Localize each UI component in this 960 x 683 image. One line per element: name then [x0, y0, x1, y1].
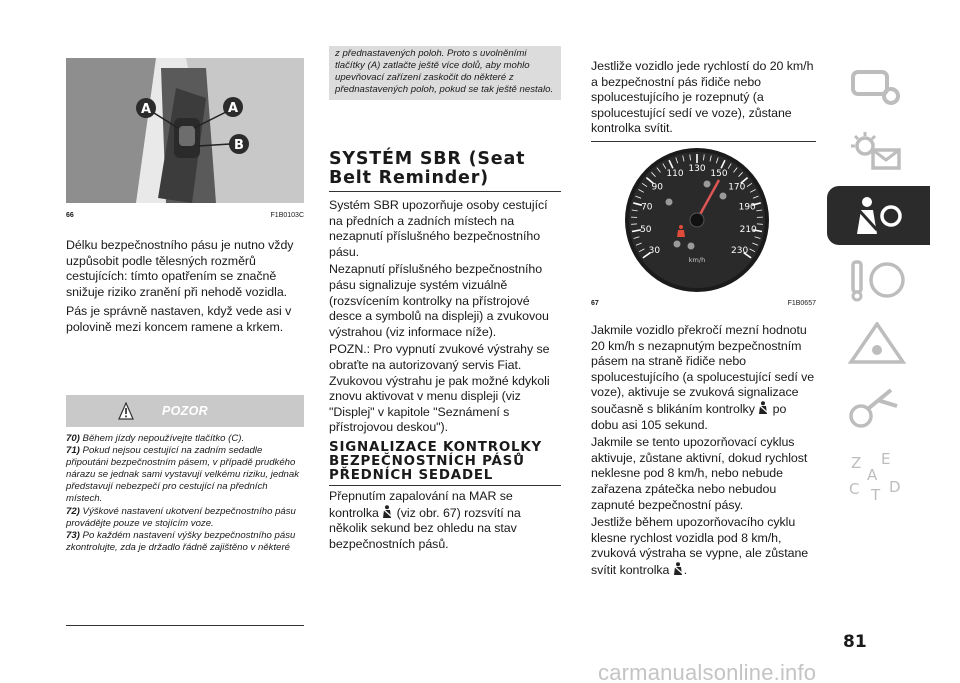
seatbelt-warning-icon — [673, 562, 684, 576]
callout-a-right: A — [227, 101, 239, 116]
warning-lights-icon — [847, 130, 907, 174]
driving-icon — [847, 258, 907, 302]
figure-66-image — [66, 58, 304, 203]
figure-67-number: 67 — [591, 300, 599, 307]
speed-tick-label: 210 — [739, 225, 757, 235]
speed-tick-label: 150 — [710, 168, 728, 179]
column-3-bottom — [591, 323, 816, 581]
seatbelt-warning-icon — [382, 505, 393, 519]
figure-66-caption — [66, 212, 304, 219]
gauge-unit: km/h — [688, 256, 706, 264]
speed-tick-label: 30 — [648, 245, 661, 256]
column-3-top — [591, 59, 816, 139]
telltale-icon-4 — [674, 241, 681, 248]
maintenance-icon — [847, 386, 907, 430]
paragraph-over-20kmh: Jakmile vozidlo překročí mezní hodnotu 20 km/h s nezapnutým bezpečnostním pásem na straně řidiče nebo spolucestujícího (a spolucestující sedí ve voze), aktivuje se zvuková signalizace současně s blikáním kontrolky po dobu asi 105 sekund. — [591, 323, 815, 432]
speed-tick-label: 190 — [738, 202, 756, 213]
tab-maintenance[interactable] — [827, 378, 930, 437]
speed-tick-label: 170 — [728, 182, 746, 193]
paragraph-belt-length: Délku bezpečnostního pásu je nutno vždy uzpůsobit podle tělesných rozměrů cestujících: tímto opatřením se značně snižuje riziko zranění při nehodě vozidla. — [66, 238, 294, 299]
telltale-icon-2 — [704, 181, 711, 188]
speed-tick-label: 50 — [640, 225, 652, 235]
tab-driving[interactable] — [827, 250, 930, 309]
svg-text:E: E — [881, 450, 891, 468]
speed-tick-label: 90 — [651, 182, 663, 193]
car-info-icon — [847, 66, 907, 110]
tab-index[interactable] — [827, 442, 930, 508]
note-73: 73) Po každém nastavení výšky bezpečnostního pásu zkontrolujte, zda je držadlo řádně zajištěno v některé — [66, 529, 296, 553]
warning-bottom-rule — [66, 625, 304, 626]
page-number: 81 — [843, 632, 867, 652]
note-72: 72) Výškové nastavení ukotvení bezpečnostního pásu provádějte pouze ve stojícím voze. — [66, 505, 296, 529]
svg-text:A: A — [867, 466, 878, 484]
paragraph-below-20kmh: Jestliže vozidlo jede rychlostí do 20 km/h a bezpečnostní pás řidiče nebo spolucestujícího je rozepnutý (a spolucestující sedí ve voze), zůstane kontrolka svítit. — [591, 59, 814, 136]
speedometer-gauge — [591, 144, 816, 296]
seatbelt-warning-icon — [758, 401, 769, 415]
figure-67-caption — [591, 300, 816, 307]
tab-safety[interactable] — [827, 186, 930, 245]
warning-title: POZOR — [162, 404, 208, 418]
heading-front-belt-warning: SIGNALIZACE KONTROLKY BEZPEČNOSTNÍCH PÁSŮ PŘEDNÍCH SEDADEL — [329, 439, 543, 483]
paragraph-below-8kmh: Jestliže během upozorňovacího cyklu klesne rychlost vozidla pod 8 km/h, zvuková výstraha se vypne, ale zůstane svítit kontrolka . — [591, 515, 809, 577]
paragraph-sbr-intro: Systém SBR upozorňuje osoby cestující na předních a zadních místech na nezapnutí příslušného bezpečnostního pásu. — [329, 198, 548, 259]
heading-sbr-system: SYSTÉM SBR (Seat Belt Reminder) — [329, 149, 526, 188]
svg-text:Z: Z — [851, 454, 862, 472]
svg-text:T: T — [871, 486, 881, 504]
tab-emergency[interactable] — [827, 314, 930, 373]
note-71: 71) Pokud nejsou cestující na zadním sedadle připoutáni bezpečnostním pásem, v případě prudkého nárazu se jednak sami vystavují velkému riziku, jednak představují nebezpečí pro cestující na předních místech. — [66, 445, 300, 505]
telltale-icon-3 — [720, 193, 727, 200]
note-70: 70) Během jízdy nepoužívejte tlačítko (C). — [66, 433, 245, 444]
subheading-rule — [329, 485, 561, 486]
column-2 — [329, 150, 561, 554]
warning-header — [66, 395, 304, 427]
speed-tick-label: 110 — [666, 168, 684, 179]
telltale-icon-5 — [688, 243, 695, 250]
callout-b: B — [234, 138, 244, 153]
paragraph-cycle-active: Jakmile se tento upozorňovací cyklus aktivuje, zůstane aktivní, dokud rychlost neklesne pod 8 km/h, nebo nebude zařazena zpátečka nebo nebudou zapnuté bezpečnostní pásy. — [591, 435, 808, 512]
figure-66-number: 66 — [66, 212, 74, 219]
speed-tick-label: 230 — [731, 245, 749, 256]
svg-text:D: D — [889, 478, 901, 496]
index-icon — [847, 450, 907, 504]
emergency-icon — [847, 322, 907, 366]
warning-notes — [66, 433, 304, 554]
figure-66-code: F1B0103C — [270, 212, 304, 219]
tab-car-info[interactable] — [827, 58, 930, 117]
paragraph-sbr-note: POZN.: Pro vypnutí zvukové výstrahy se obraťte na autorizovaný servis Fiat. Zvukovou výstrahu je pak možné kdykoli znovu aktivovat v menu displeji (viz "Displej" v kapitole "Seznámení s přístrojovou deskou"). — [329, 342, 550, 435]
telltale-icon-1 — [666, 199, 673, 206]
paragraph-sbr-signal: Nezapnutí příslušného bezpečnostního pásu signalizuje systém vizuálně (rozsvícením kontrolky na přístrojové desce a symbolů na displeji) a zvukovou výstrahou (viz informace níže). — [329, 262, 549, 339]
figure-67-speedometer — [591, 144, 816, 296]
speed-tick-label: 130 — [688, 164, 706, 174]
paragraph-ignition-mar: Přepnutím zapalování na MAR se kontrolka (viz obr. 67) rozsvítí na několik sekund bez ohledu na stav bezpečnostních pásů. — [329, 488, 521, 551]
svg-text:C: C — [849, 480, 860, 498]
seatbelt-airbag-icon — [847, 194, 907, 238]
continued-warning-note: z přednastavených poloh. Proto s uvolněními tlačítky (A) zatlačte ještě více dolů, aby mohlo upevňovací zařízení zaskočit do některé z přednastavených poloh, pokud se tak ještě nestalo. — [329, 46, 561, 100]
callout-a-left: A — [140, 102, 152, 117]
paragraph-belt-position: Pás je správně nastaven, když vede asi v polovině mezi koncem ramene a krkem. — [66, 304, 292, 334]
tab-warning-lights[interactable] — [827, 122, 930, 181]
figure-67-top-rule — [591, 141, 816, 142]
speed-tick-label: 70 — [641, 202, 653, 213]
column-1-text — [66, 238, 304, 338]
figure-67-code: F1B0657 — [787, 300, 816, 307]
watermark-text: carmanualsonline.info — [598, 660, 817, 683]
heading-rule — [329, 191, 561, 192]
